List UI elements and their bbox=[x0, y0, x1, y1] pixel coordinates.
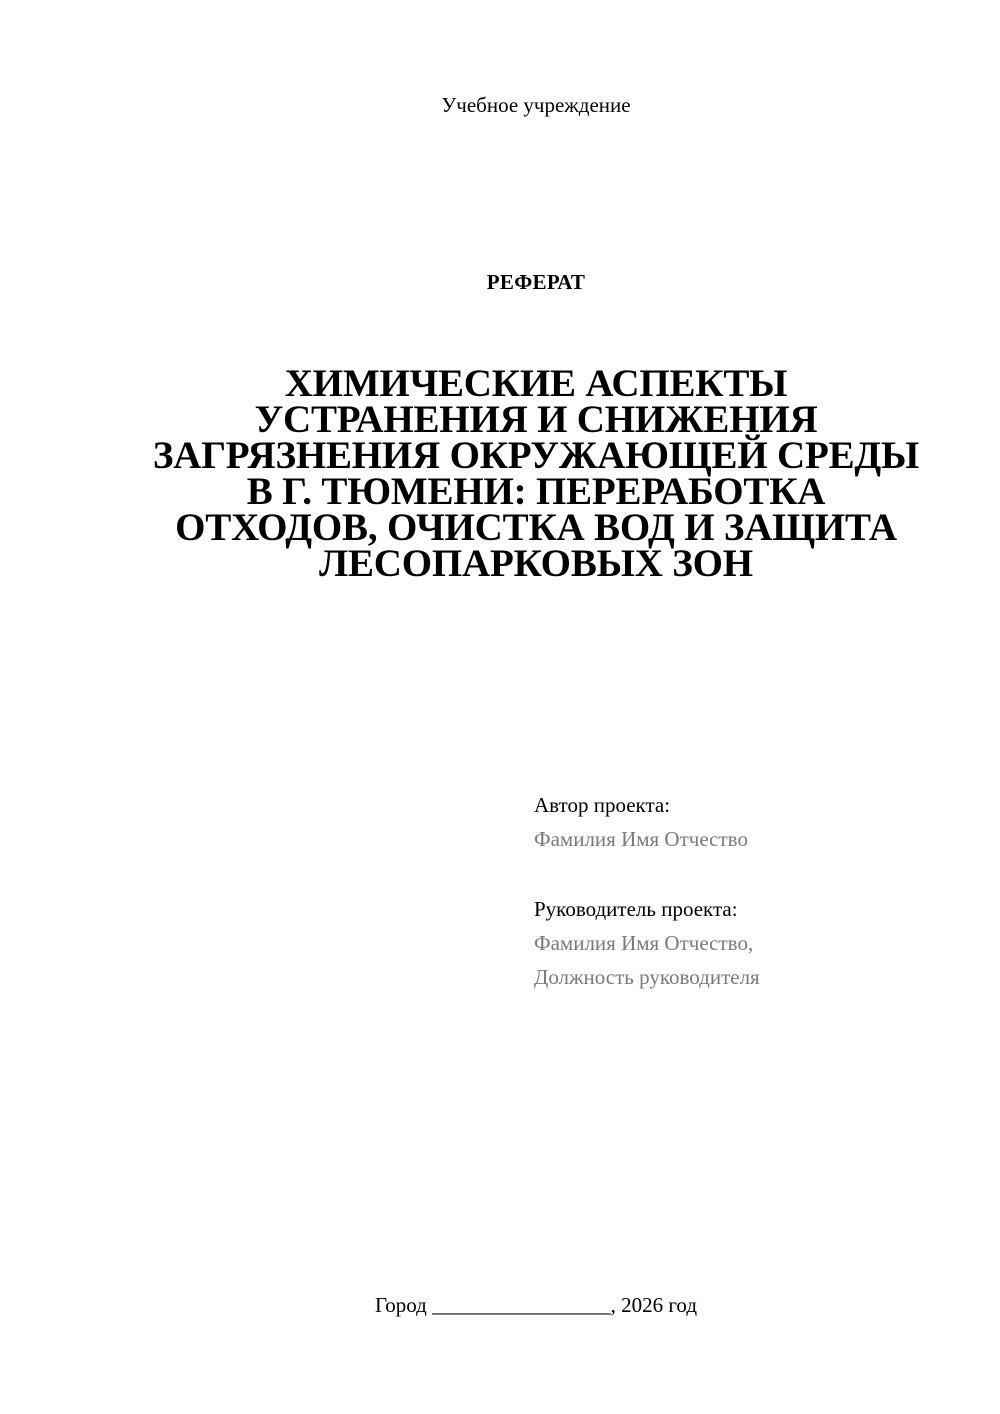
title-line: ЗАГРЯЗНЕНИЯ ОКРУЖАЮЩЕЙ СРЕДЫ bbox=[152, 434, 920, 477]
document-type: РЕФЕРАТ bbox=[486, 270, 586, 294]
title-line: ХИМИЧЕСКИЕ АСПЕКТЫ bbox=[284, 362, 788, 405]
spacer bbox=[534, 856, 974, 892]
signature-block bbox=[534, 788, 974, 994]
institution-name: Учебное учреждение bbox=[441, 93, 631, 117]
title-line: В Г. ТЮМЕНИ: ПЕРЕРАБОТКА bbox=[246, 470, 826, 513]
document-title bbox=[120, 362, 952, 585]
supervisor-label: Руководитель проекта: bbox=[534, 897, 738, 921]
author-label: Автор проекта: bbox=[534, 793, 671, 817]
title-line: ЛЕСОПАРКОВЫХ ЗОН bbox=[319, 542, 753, 585]
title-line: ОТХОДОВ, ОЧИСТКА ВОД И ЗАЩИТА bbox=[175, 506, 897, 549]
author-name: Фамилия Имя Отчество bbox=[534, 827, 748, 851]
supervisor-position: Должность руководителя bbox=[534, 965, 760, 989]
city-year-line: Город _________________, 2026 год bbox=[374, 1293, 698, 1317]
supervisor-name: Фамилия Имя Отчество, bbox=[534, 931, 754, 955]
title-line: УСТРАНЕНИЯ И СНИЖЕНИЯ bbox=[254, 398, 818, 441]
